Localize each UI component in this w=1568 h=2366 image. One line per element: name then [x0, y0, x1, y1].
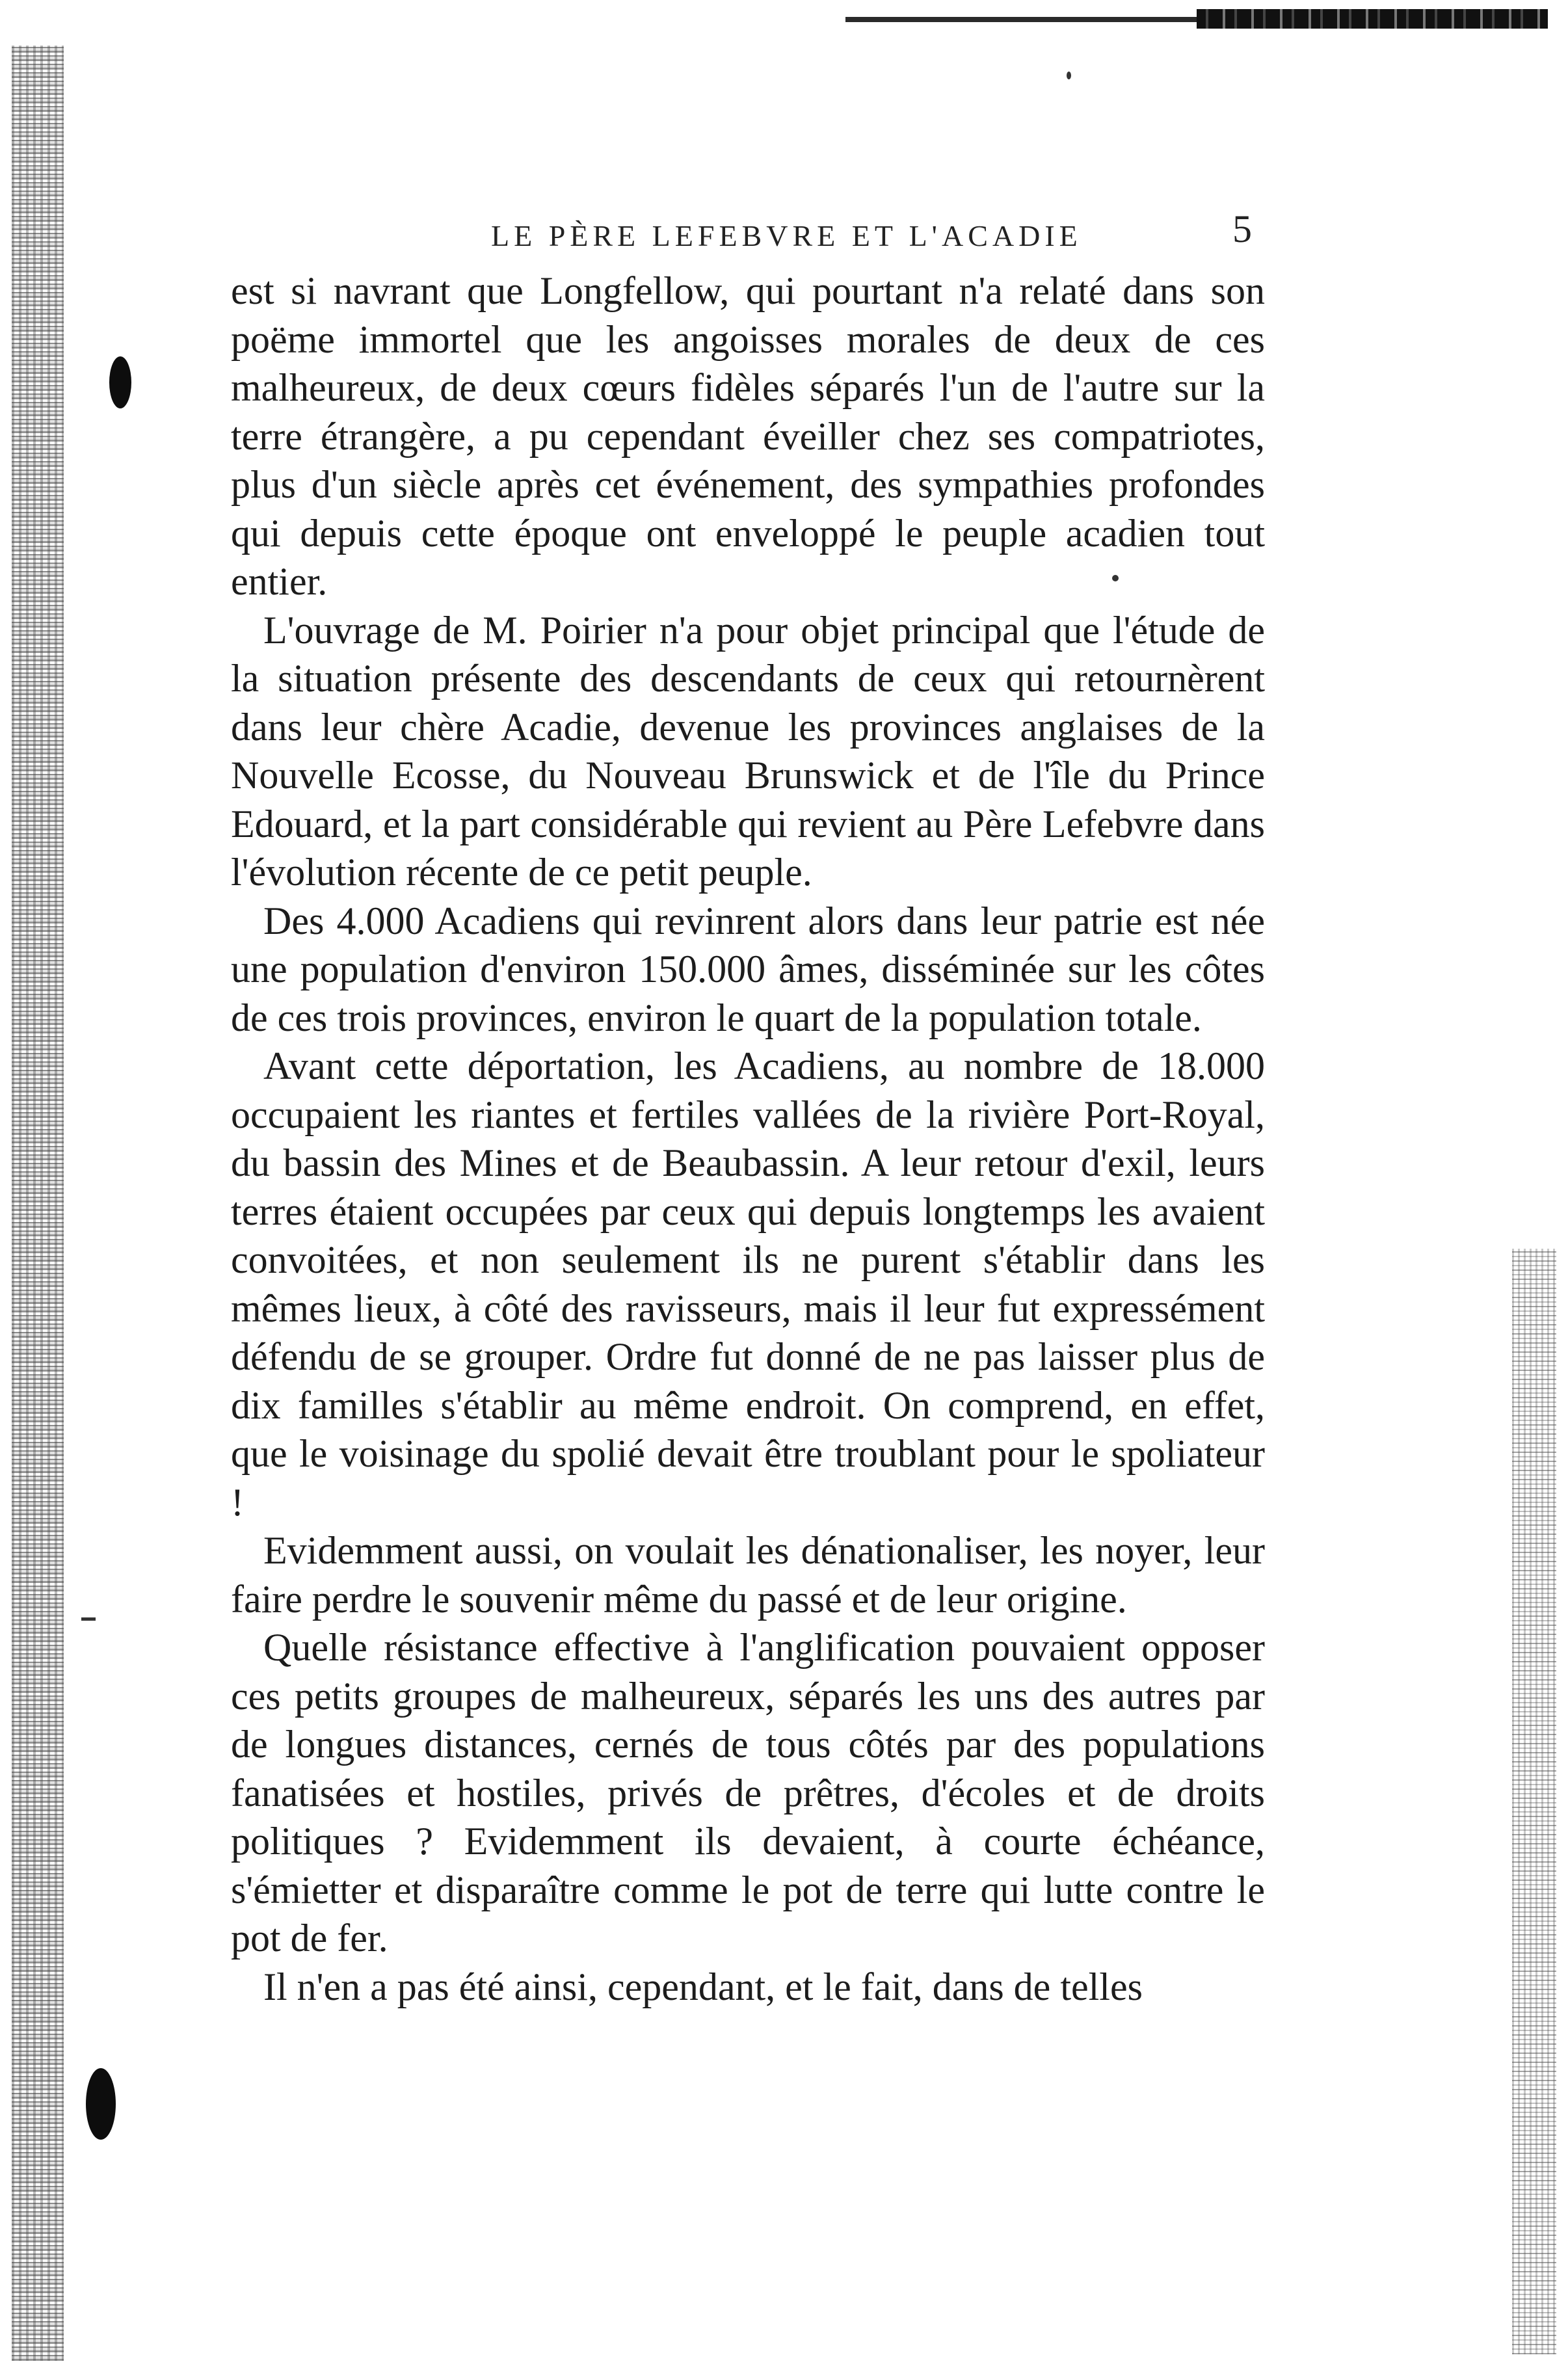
- body-text: [231, 267, 1265, 2011]
- stray-mark: [1067, 72, 1071, 79]
- paragraph: Avant cette déportation, les Acadiens, au nombre de 18.000 occupaient les riantes et fertiles vallées de la rivière Port-Royal, du bassin des Mines et de Beaubassin. A leur retour d'exil, leurs terres étaient occupées par ceux qui depuis longtemps les avaient convoitées, et non seulement ils ne purent s'établir dans les mêmes lieux, à côté des ravisseurs, mais il leur fut expressément défendu de se grouper. Ordre fut donné de ne pas laisser plus de dix familles s'établir au même endroit. On comprend, en effet, que le voisinage du spolié devait être troublant pour le spoliateur !: [231, 1044, 1265, 1524]
- paragraph: Des 4.000 Acadiens qui revinrent alors dans leur patrie est née une population d'environ 150.000 âmes, disséminée sur les côtes de ces trois provinces, environ le quart de la population totale.: [231, 899, 1265, 1039]
- stray-mark: [81, 1617, 96, 1621]
- scan-left-edge: [12, 46, 64, 2361]
- paragraph: est si navrant que Longfellow, qui pourtant n'a relaté dans son poëme immortel que les angoisses morales de deux de ces malheureux, de deux cœurs fidèles séparés l'un de l'autre sur la terre étrangère, a pu cependant éveiller chez ses compatriotes, plus d'un siècle après cet événement, des sympathies profondes qui depuis cette époque ont enveloppé le peuple acadien tout entier.: [231, 269, 1265, 603]
- ink-blot: [86, 2068, 116, 2140]
- paragraph: Evidemment aussi, on voulait les dénationaliser, les noyer, leur faire perdre le souvenir même du passé et de leur origine.: [231, 1529, 1265, 1621]
- page-number: 5: [1232, 207, 1252, 250]
- running-head: LE PÈRE LEFEBVRE ET L'ACADIE: [491, 219, 1082, 252]
- ink-blot: [109, 356, 131, 408]
- scan-top-bar: [845, 8, 1548, 27]
- paragraph: Quelle résistance effective à l'anglification pouvaient opposer ces petits groupes de malheureux, séparés les uns des autres par de longues distances, cernés de tous côtés par des populations fanatisées et hostiles, privés de prêtres, d'écoles et de droits politiques ? Evidemment ils devaient, à courte échéance, s'émietter et disparaître comme le pot de terre qui lutte contre le pot de fer.: [231, 1626, 1265, 1960]
- paragraph: L'ouvrage de M. Poirier n'a pour objet principal que l'étude de la situation présente des descendants de ceux qui retournèrent dans leur chère Acadie, devenue les provinces anglaises de la Nouvelle Ecosse, du Nouveau Brunswick et de l'île du Prince Edouard, et la part considérable qui revient au Père Lefebvre dans l'évolution récente de ce petit peuple.: [231, 608, 1265, 894]
- paragraph: Il n'en a pas été ainsi, cependant, et le fait, dans de telles: [263, 1965, 1143, 2008]
- scan-right-edge: [1512, 1249, 1556, 2354]
- page-header: [231, 207, 1265, 265]
